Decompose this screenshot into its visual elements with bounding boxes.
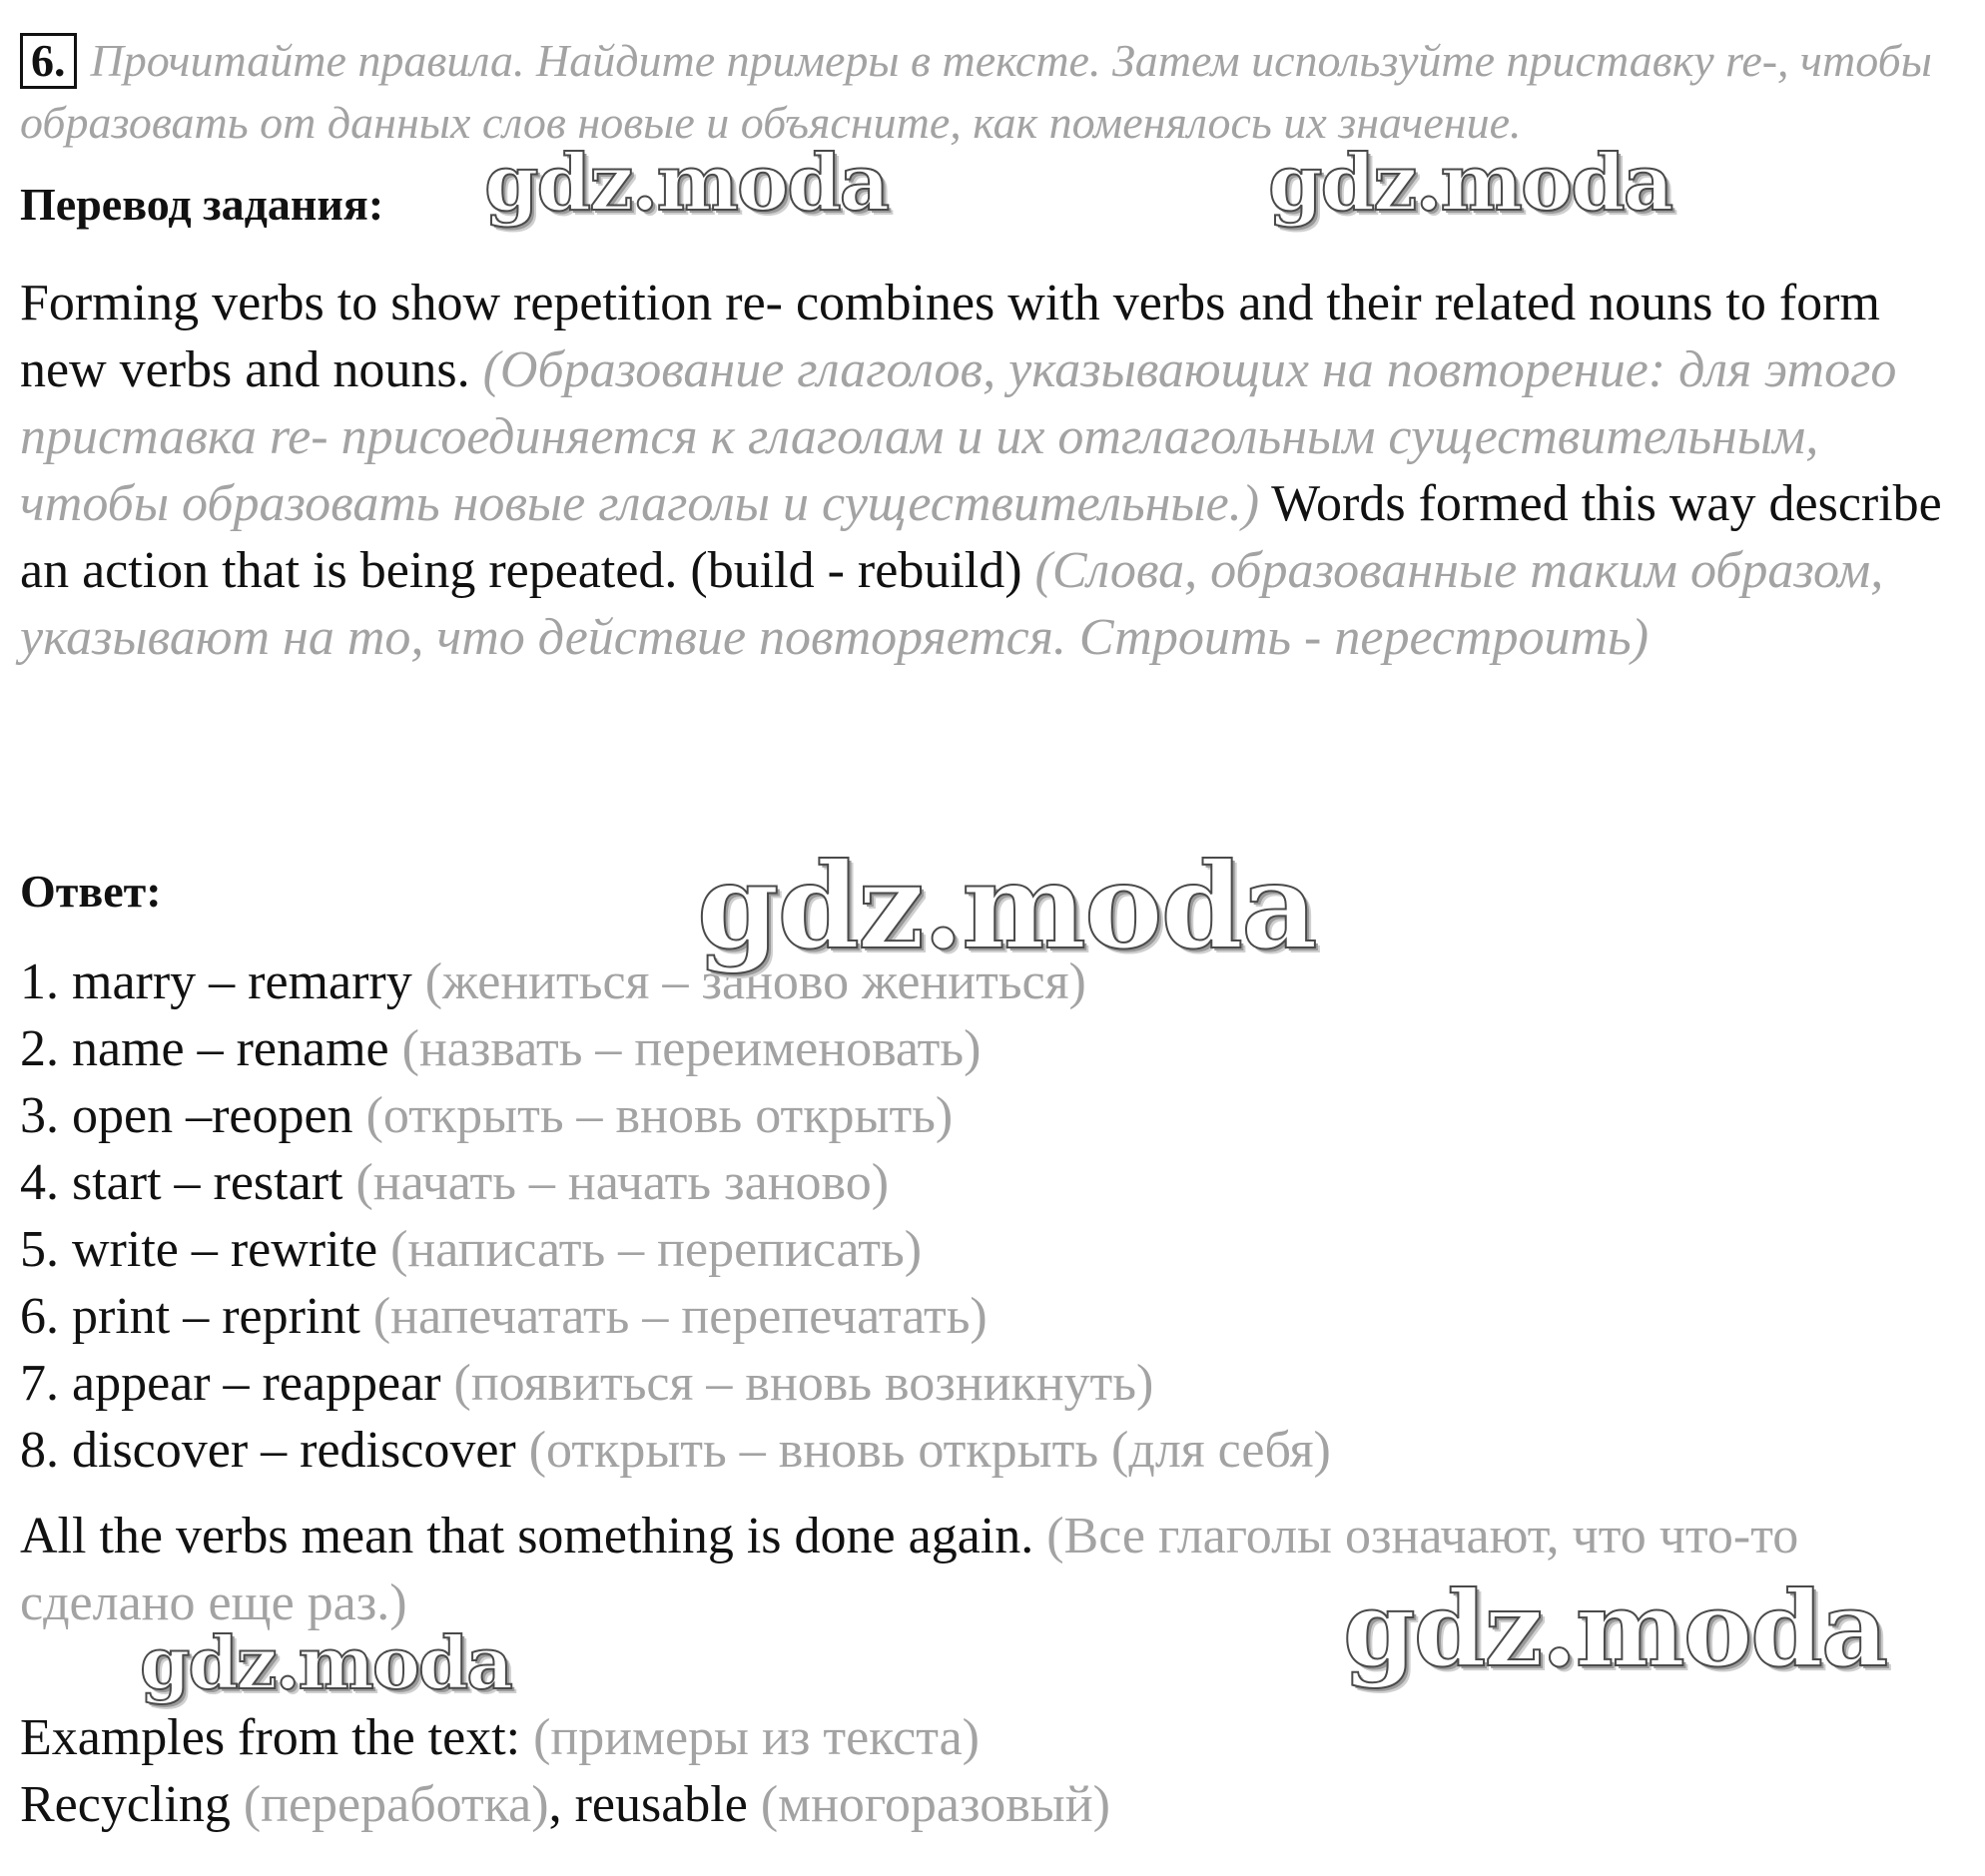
rule-english-1: Forming verbs to show repetition re- combines with verbs and their related nouns to form new verbs and nouns. xyxy=(20,275,1880,398)
answer-item xyxy=(20,1350,1917,1417)
answer-translation: (открыть – вновь открыть (для себя) xyxy=(528,1422,1331,1479)
answer-translation: (написать – переписать) xyxy=(390,1221,923,1278)
answer-pair: 8. discover – rediscover xyxy=(20,1422,516,1479)
conclusion-english: All the verbs mean that something is done again. xyxy=(20,1508,1034,1564)
answer-item xyxy=(20,1082,1917,1149)
answer-list xyxy=(20,948,1917,1484)
answer-item xyxy=(20,1015,1917,1082)
answer-translation: (начать – начать заново) xyxy=(355,1154,890,1211)
answer-item xyxy=(20,1283,1917,1350)
rule-paragraph xyxy=(20,270,1972,671)
task-instruction: Прочитайте правила. Найдите примеры в тексте. Затем используйте приставку re-, чтобы образовать от данных слов новые и объясните, как поменялось их значение. xyxy=(20,35,1932,148)
answer-translation: (открыть – вновь открыть) xyxy=(365,1087,954,1144)
task-number: 6. xyxy=(20,33,77,89)
answer-translation: (напечатать – перепечатать) xyxy=(372,1288,988,1345)
conclusion-russian: (Все глаголы означают, что что-то сделано еще раз.) xyxy=(20,1508,1799,1631)
answer-translation: (назвать – переименовать) xyxy=(401,1020,982,1077)
answer-pair: 4. start – restart xyxy=(20,1154,343,1211)
watermark-logo: gdz.moda xyxy=(140,1620,511,1705)
watermark-logo: gdz.moda xyxy=(1268,138,1672,229)
answer-pair: 3. open –reopen xyxy=(20,1087,353,1144)
example-word: Recycling xyxy=(20,1776,231,1833)
task-header xyxy=(20,30,1977,154)
rule-russian-2: (Слова, образованные таким образом, указывают на то, что действие повторяется. Строить - перестроить) xyxy=(20,542,1884,666)
answer-item xyxy=(20,1417,1917,1484)
example-word: reusable xyxy=(574,1776,748,1833)
rule-english-2: Words formed this way describe an action that is being repeated. (build - rebuild) xyxy=(20,475,1942,599)
example-translation: (многоразовый) xyxy=(760,1776,1110,1833)
rule-russian-1: (Образование глаголов, указывающих на повторение: для этого приставка re- присоединяется к глаголам и их отглагольным существительным, чтобы образовать новые глаголы и существительные.) xyxy=(20,341,1897,532)
answer-pair: 6. print – reprint xyxy=(20,1288,360,1345)
answer-translation: (появиться – вновь возникнуть) xyxy=(453,1355,1154,1412)
answer-pair: 7. appear – reappear xyxy=(20,1355,441,1412)
answer-title: Ответ: xyxy=(20,866,162,917)
examples-label-translation: (примеры из текста) xyxy=(533,1709,980,1766)
watermark-logo: gdz.moda xyxy=(484,138,889,229)
answer-translation: (жениться – заново жениться) xyxy=(424,953,1086,1010)
answer-pair: 1. marry – remarry xyxy=(20,953,412,1010)
example-separator: , xyxy=(548,1776,562,1833)
examples-line xyxy=(20,1771,1972,1838)
translation-title: Перевод задания: xyxy=(20,179,384,230)
answer-item xyxy=(20,1216,1917,1283)
answer-item xyxy=(20,1149,1917,1216)
examples-label: Examples from the text: xyxy=(20,1709,521,1766)
examples-paragraph xyxy=(20,1704,1972,1838)
watermark-logo: gdz.moda xyxy=(1343,1567,1887,1690)
examples-label-line xyxy=(20,1704,1972,1771)
answer-pair: 2. name – rename xyxy=(20,1020,389,1077)
answer-pair: 5. write – rewrite xyxy=(20,1221,378,1278)
example-translation: (переработка) xyxy=(243,1776,549,1833)
watermark-logo: gdz.moda xyxy=(697,837,1316,975)
